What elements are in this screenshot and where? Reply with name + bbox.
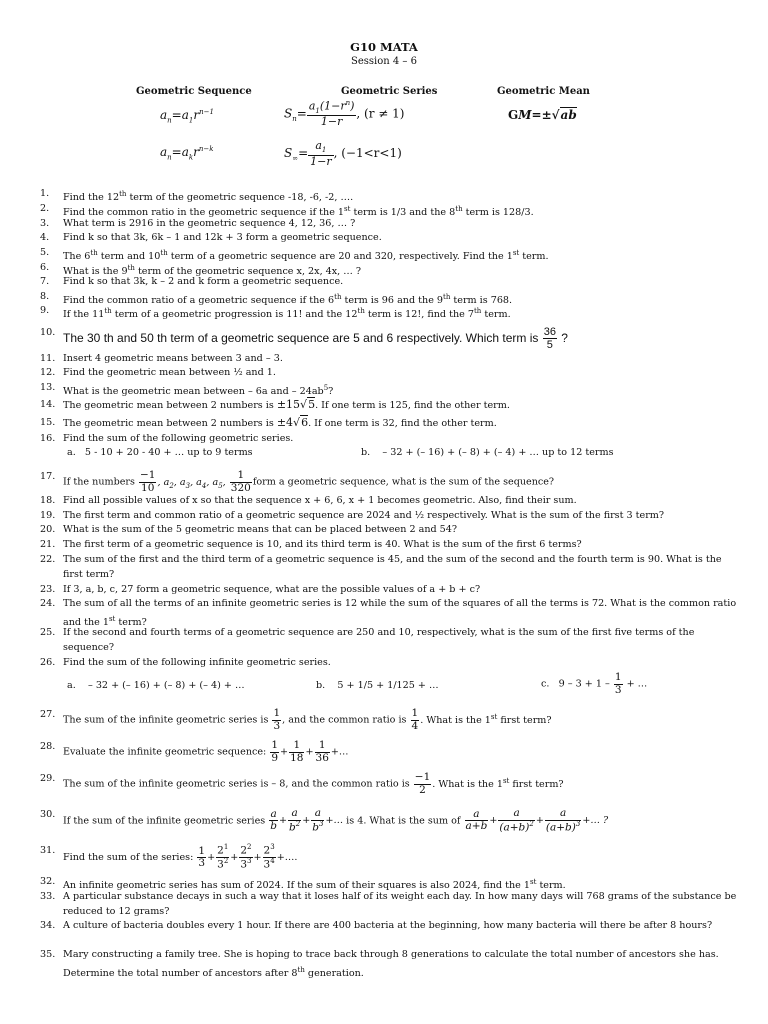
page-title: G10 MATA xyxy=(350,40,418,54)
question-26a: a. – 32 + (– 16) + (– 8) + (– 4) + … xyxy=(67,680,245,691)
formula-nth-term: $a_n=a_1r^{n-1}$ xyxy=(160,108,214,125)
heading-geometric-mean: Geometric Mean xyxy=(497,86,590,97)
question-26b: b. 5 + 1/5 + 1/125 + … xyxy=(316,680,439,691)
question-16a: a. 5 - 10 + 20 - 40 + … up to 9 terms xyxy=(67,447,253,458)
heading-geometric-sequence: Geometric Sequence xyxy=(136,86,252,97)
question-26c: c. 9 – 3 + 1 – $\frac{1}{3}$ + … xyxy=(541,671,648,696)
formula-nth-term-k: $a_n=a_kr^{n-k}$ xyxy=(160,145,214,162)
formula-infinite-sum: $S_\infty=$ $\frac{a_1}{1-r}$ , (−1<r<1) xyxy=(284,139,402,168)
worksheet-page: G10 MATA Session 4 – 6 Geometric Sequence Geometric Series Geometric Mean $a_n=a_1r^{n-1}$ $a_n=a_kr^{n-k}$ $S_n=$ $\frac{a_1(1-r^n)}{1-r}$ , (r ≠ 1) $S_\infty=$ $\frac{a_1}{1-r}$ , (−1<r<1) GM=±√ab 1. Find the 12th term of the geometric sequence -18, -6, -2, …. 2. Find the common ratio in the geometric sequence if the 1st term is 1/3 and the 8th term is 128/3. 3. What term is 2916 in the geometric sequence 4, 12, 36, … ? 4. Find k so that 3k, 6k – 1 and 12k + 3 form a geometric sequence. 5. The 6th term and 10th term of a geometric sequence are 20 and 320, respectively. Find the 1st term. 6. What is the 9th term of the geometric sequence x, 2x, 4x, … ? 7. Find k so that 3k, k – 2 and k form a geometric sequence. 8. Find the common ratio of a geometric sequence if the 6th term is 96 and the 9th term is 768. 9. If the 11th term of a geometric progression is 11! and the 12th term is 12!, find the 7th term. 10. The 30 th and 50 th term of a geometric sequence are 5 and 6 respectively. Which term is $\frac{36}{5}$ ? 11. Insert 4 geometric means between 3 and – 3. 12. Find the geometric mean between ½ and 1. 13. What is the geometric mean between – 6a and – $24ab^5$? 14. The geometric mean between 2 numbers is ±15√5. If one term is 125, find the other term. 15. The geometric mean between 2 numbers is ±4√6. If one term is 32, find the other term. 16. Find the sum of the following geometric series. a. 5 - 10 + 20 - 40 + … up to 9 terms b. – 32 + (– 16) + (– 8) + (– 4) + … up to 12 terms 17. If the numbers $\frac{-1}{10}$ , $a_2$, $a_3$, $a_4$, $a_5$, $\frac{1}{320}$ form a geometric sequence, what is the sum of the sequence? 18. Find all possible values of x so that the sequence x + 6, 6, x + 1 becomes geometric. Also, find their sum. 19. The first term and common ratio of a geometric sequence are 2024 and ½ respectively. What is the sum of the first 3 term? 20. What is the sum of the 5 geometric means that can be placed between 2 and 54? 21. The first term of a geometric sequence is 10, and its third term is 40. What is the sum of the first 6 terms? 22. The sum of the first and the third term of a geometric sequence is 45, and the sum of the second and the fourth term is 90. What is the first term? 23. If 3, a, b, c, 27 form a geometric sequence, what are the possible values of a + b + c? 24. The sum of all the terms of an infinite geometric series is 12 while the sum of the squares of all the terms is 72. What is the common ratio and the 1st term? 25. If the second and fourth terms of a geometric sequence are 250 and 10, respectively, what is the sum of the first five terms of the sequence? 26. Find the sum of the following infinite geometric series. a. – 32 + (– 16) + (– 8) + (– 4) + … b. 5 + 1/5 + 1/125 + … c. 9 – 3 + 1 – $\frac{1}{3}$ + … 27. The sum of the infinite geometric series is $\frac{1}{3}$ , and the common ratio is $\frac{1}{4}$ . What is the 1st first term? 28. Evaluate the infinite geometric sequence: $\frac{1}{9}$ + $\frac{1}{18}$ + $\frac{1}{36}$ +… 29. The sum of the infinite geometric series is – 8, and the common ratio is $\frac{-1}{2}$ . What is the 1st first term? 30. If the sum of the infinite geometric series $\frac{a}{b}$ + $\frac{a}{b^2}$ + $\frac{a}{b^3}$ +… is 4. What is the sum of $\frac{a}{a+b}$ + $\frac{a}{(a+b)^2}$ + $\frac{a}{(a+b)^3}$ +… ? 31. Find the sum of the series: $\frac{1}{3}$ + $\frac{2^1}{3^2}$ + $\frac{2^2}{3^3}$ + $\frac{2^3}{3^4}$ +…. 32. An infinite geometric series has sum of 2024. If the sum of their squares is also 2024, find the 1st term. 33. A particular substance decays in such a way that it loses half of its weight each day. In how many days will 768 grams of the substance be reduced to 12 grams? 34. A culture of bacteria doubles every 1 hour. If there are 400 bacteria at the beginning, how many bacteria will there be after 8 hours? 35. Mary constructing a family tree. She is hoping to trace back through 8 generations to calculate the total number of ancestors she has. Determine the total number of ancestors after 8th generation. xyxy=(0,0,768,1024)
formula-finite-sum: $S_n=$ $\frac{a_1(1-r^n)}{1-r}$ , (r ≠ 1) xyxy=(284,99,405,129)
heading-geometric-series: Geometric Series xyxy=(341,86,438,97)
page-subtitle: Session 4 – 6 xyxy=(351,56,417,67)
formula-geometric-mean: GM=±√ab xyxy=(508,108,577,122)
question-16b: b. – 32 + (– 16) + (– 8) + (– 4) + … up to 12 terms xyxy=(361,447,614,458)
